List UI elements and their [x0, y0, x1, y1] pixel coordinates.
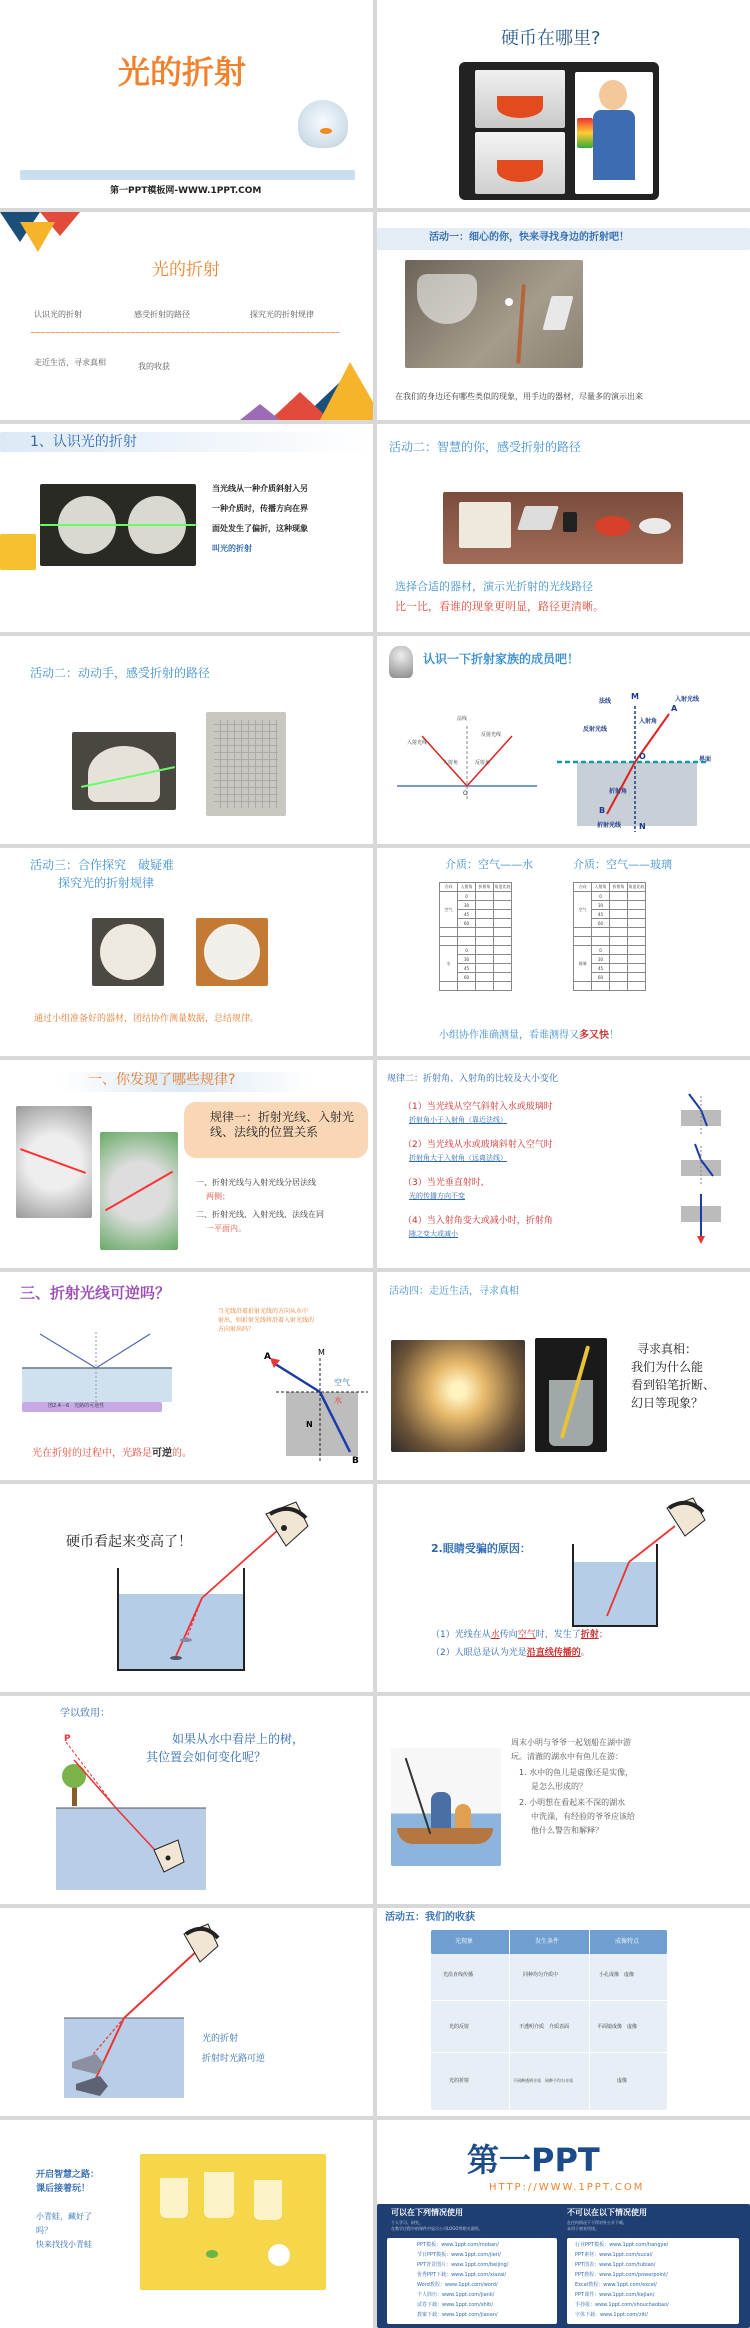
cell: 60	[592, 973, 610, 982]
cell: 60	[458, 919, 476, 928]
note-1: 当光线沿着折射光线的方向从水中	[218, 1308, 309, 1315]
medium-label: 水	[440, 946, 458, 982]
slide-5-heading: 1、认识光的折射	[30, 434, 137, 450]
forbidden-title: 不可以在以下情况使用	[567, 2208, 647, 2217]
link-right-2[interactable]: PPT素材：www.1ppt.com/sucai/	[575, 2252, 653, 2258]
slide-13-summary	[32, 1448, 192, 1461]
label-normal-left: 法线	[457, 716, 468, 722]
story-5: 2. 小明想在看起来不深的湖水	[519, 1798, 626, 1807]
slide-22-credits[interactable]	[377, 2120, 750, 2328]
forbidden-sub-1: 在任何情况下不得对外公开下载。	[567, 2220, 627, 2225]
story-2: 玩。清澈的湖水中有鱼儿在游：	[511, 1752, 623, 1761]
finding-1a: 一、折射光线与入射光线分居法线	[196, 1178, 316, 1187]
cell: 0	[458, 892, 476, 901]
story-3: 1. 水中的鱼儿是虚像还是实像，	[519, 1768, 634, 1777]
label-O: O	[639, 752, 646, 761]
cell: 0	[592, 946, 610, 955]
row2-c2: 不透明介质 介质表面	[519, 2024, 570, 2030]
allowed-title: 可以在下列情况使用	[391, 2208, 463, 2217]
glass-dish	[639, 518, 671, 534]
rule2-3b: 光的传播方向不变	[409, 1192, 465, 1200]
cell: 60	[458, 973, 476, 982]
question-1: 寻求真相：	[637, 1342, 698, 1356]
label-P: P	[64, 1734, 71, 1744]
slide-14-heading: 活动四：走近生活，寻求真相	[389, 1286, 519, 1297]
row-divider-1	[431, 2000, 667, 2001]
story-4: 是怎么形成的？	[531, 1782, 587, 1791]
arrows-icon	[577, 118, 593, 148]
def-line-3: 面处发生了偏折，这种现象	[212, 524, 308, 533]
link-left-2[interactable]: 节日PPT模板：www.1ppt.com/jieri/	[417, 2252, 501, 2258]
label-water: 水	[334, 1396, 342, 1405]
label-incident-ray: 入射光线	[675, 696, 700, 703]
slide-15-coin-higher[interactable]	[0, 1484, 373, 1692]
slide-19-fish[interactable]	[0, 1908, 373, 2116]
col-head: 角度比较	[628, 883, 646, 892]
protractor-disc-2	[204, 924, 260, 980]
slide-12-rule2[interactable]	[377, 1060, 750, 1268]
summary-a: 光在折射的过程中，光路是	[32, 1448, 152, 1459]
slide-10-footer	[439, 1030, 619, 1043]
cup-2	[204, 2172, 234, 2218]
label-ref-angle-left: 反射角	[475, 760, 491, 766]
label-o-left: O	[463, 790, 468, 797]
r1-c: 传向	[499, 1630, 518, 1640]
question-3: 看到铅笔折断、	[631, 1378, 716, 1392]
row2-c3: 平面镜成像 虚像	[597, 2024, 638, 2030]
r1-f: 折射	[580, 1630, 599, 1640]
table-a-heading: 介质：空气——水	[445, 858, 533, 871]
homework-body-1: 小青蛙，藏好了	[36, 2212, 92, 2221]
row3-c1: 光的折射	[449, 2078, 470, 2084]
fish-refraction-diagram	[0, 1908, 373, 2116]
protractor-board	[459, 502, 511, 548]
cup-3	[254, 2180, 282, 2220]
outline-item-4: 走近生活，寻求真相	[34, 358, 106, 367]
homework-head-2: 课后接着玩！	[36, 2184, 91, 2194]
row1-c2: 同种均匀介质中	[523, 1972, 559, 1978]
row2-c1: 光的反射	[449, 2024, 470, 2030]
label-B: B	[599, 806, 606, 815]
row1-c1: 光沿直线传播	[443, 1972, 474, 1978]
col-header-2: 发生条件	[535, 1938, 560, 1945]
slide-9-heading-2: 探究光的折射规律	[58, 876, 155, 890]
slide-12-heading: 规律二：折射角、入射角的比较及大小变化	[387, 1074, 559, 1084]
protractor-disc	[88, 746, 160, 802]
slide-2-coin[interactable]	[377, 0, 750, 208]
label-incident-angle: 入射角	[639, 718, 658, 725]
label-B: B	[352, 1456, 359, 1466]
slide-13-heading: 三、折射光线可逆吗？	[20, 1284, 171, 1302]
reason-1	[431, 1630, 608, 1641]
col-head: 入射角	[458, 883, 476, 892]
finding-2b: 一平面内。	[206, 1224, 246, 1233]
rule2-1b: 折射角小于入射角（靠近法线）	[409, 1116, 507, 1124]
def-line-2: 一种介质时，传播方向在界	[212, 504, 308, 513]
question-2: 我们为什么能	[631, 1360, 704, 1374]
cell: 45	[458, 964, 476, 973]
row3-c2: 不同种透明介质 同种不均匀介质	[513, 2078, 573, 2083]
table-b-heading: 介质：空气——玻璃	[573, 858, 672, 871]
outline-item-5: 我的收获	[138, 362, 170, 371]
summary-c: 的。	[172, 1448, 192, 1459]
forbidden-sub-2: 未用于商业用途。	[567, 2226, 599, 2231]
col-divider-1	[509, 1930, 510, 2110]
link-right-5[interactable]: Excel教程：www.1ppt.com/excel/	[575, 2282, 657, 2288]
footer-emphasis: 多又快	[579, 1030, 609, 1041]
cell: 0	[592, 892, 610, 901]
label-M: M	[631, 692, 639, 701]
protractor-disc-1	[100, 924, 156, 980]
slide-2-heading: 硬币在哪里?	[501, 28, 601, 49]
col-head: 方向	[574, 883, 592, 892]
label-reflect-ray: 反射光线	[583, 726, 608, 733]
label-air: 空气	[334, 1378, 350, 1387]
r1-a: （1）光线在从	[431, 1630, 491, 1640]
link-left-4[interactable]: 优秀PPT下载：www.1ppt.com/xiazai/	[417, 2272, 507, 2278]
rule2-2b: 折射角大于入射角（远离法线）	[409, 1154, 507, 1162]
man-figure	[431, 1792, 451, 1828]
slide-19-line-1: 光的折射	[202, 2034, 239, 2044]
label-A: A	[264, 1352, 271, 1362]
figure-caption: 图2.4－6 光路的可逆性	[48, 1403, 105, 1409]
cell: 60	[592, 919, 610, 928]
finding-1b: 两侧；	[206, 1192, 230, 1201]
col-head: 入射角	[592, 883, 610, 892]
slide-7-handson[interactable]	[0, 636, 373, 844]
cell: 0	[458, 946, 476, 955]
slide-20-summary[interactable]	[377, 1908, 750, 2116]
row-divider-2	[431, 2052, 667, 2053]
story-6: 中洗澡，有经验的爷爷应该给	[531, 1812, 635, 1821]
homework-body-3: 快来找找小青蛙	[36, 2240, 92, 2249]
label-incident-left: 入射光线	[407, 740, 428, 746]
def-line-1: 当光线从一种介质斜射入另	[212, 484, 308, 493]
red-dish	[595, 516, 631, 536]
medium-label: 空气	[574, 892, 592, 928]
rule2-2a: （2）当光线从水或玻璃斜射入空气时	[403, 1140, 553, 1150]
question-4: 幻日等现象？	[631, 1396, 704, 1410]
cup-1	[160, 2178, 188, 2218]
footer-post: ！	[609, 1030, 619, 1041]
coin	[505, 298, 513, 306]
col-divider-2	[589, 1930, 590, 2110]
r1-b: 水	[490, 1630, 500, 1640]
label-M: M	[318, 1348, 325, 1357]
slide-17-q1: 如果从水中看岸上的树，	[172, 1732, 305, 1746]
yellow-corner	[0, 534, 36, 570]
label-N: N	[639, 822, 646, 831]
label-normal: 法线	[599, 698, 612, 705]
slide-17-head: 学以致用：	[60, 1708, 110, 1719]
cell: 30	[592, 955, 610, 964]
slide-5-recognize[interactable]	[0, 424, 373, 632]
r2-c: 。	[580, 1648, 590, 1658]
r1-g: ；	[598, 1630, 608, 1640]
boat	[397, 1828, 493, 1844]
slide-4-activity1[interactable]	[377, 212, 750, 420]
slide-11-rule1[interactable]	[0, 1060, 373, 1268]
cell: 45	[592, 964, 610, 973]
col-head: 折射角	[610, 883, 628, 892]
data-table-glass	[573, 882, 646, 991]
def-line-4: 叫光的折射	[212, 544, 252, 553]
slide-17-q2: 其位置会如何变化呢？	[146, 1750, 267, 1764]
slide-9-heading-1: 活动三：合作探究 破疑难	[30, 858, 175, 872]
col-header-3: 成像特点	[615, 1938, 640, 1945]
bowl-bottom	[497, 160, 543, 182]
boy-figure	[455, 1804, 471, 1828]
note-2: 射出，则折射光线将沿着入射光线的	[218, 1317, 315, 1324]
slide-4-caption: 在我们的身边还有哪些类似的现象，用手边的器材，尽量多的演示出来	[395, 392, 643, 401]
r1-e: 时，发生了	[535, 1630, 581, 1640]
reason-2	[431, 1648, 590, 1659]
col-header-1: 光现象	[455, 1938, 474, 1945]
slide-9-activity3[interactable]	[0, 848, 373, 1056]
slide-6-activity2[interactable]	[377, 424, 750, 632]
r2-a: （2）人眼总是认为光是	[431, 1648, 527, 1658]
slide-16-eye-fooled[interactable]	[377, 1484, 750, 1692]
slide-16-heading: 2.眼睛受骗的原因：	[431, 1542, 531, 1555]
green-beam	[40, 524, 196, 526]
tree-water-diagram	[0, 1696, 373, 1904]
link-right-4[interactable]: PPT教程：www.1ppt.com/powerpoint/	[575, 2272, 668, 2278]
outline-item-2: 感受折射的路径	[134, 310, 190, 319]
cell: 45	[458, 910, 476, 919]
outline-item-1: 认识光的折射	[34, 310, 82, 319]
slide-21-homework[interactable]	[0, 2120, 373, 2328]
frog-icon	[206, 2250, 218, 2258]
slide-6-heading: 活动二：智慧的你，感受折射的路径	[389, 440, 582, 454]
link-right-1[interactable]: 行业PPT模板：www.1ppt.com/hangye/	[575, 2242, 669, 2248]
rule-text-1: 规律一：折射光线、入射光线、法线的位置关系	[210, 1110, 355, 1139]
cell: 30	[592, 901, 610, 910]
slide-3-heading: 光的折射	[152, 260, 220, 280]
man-body	[593, 110, 635, 180]
slide-20-heading: 活动五：我们的收获	[385, 1912, 475, 1923]
outline-item-3: 探究光的折射规律	[250, 310, 314, 319]
link-right-7[interactable]: 手抄报：www.1ppt.com/shouchaobao/	[575, 2302, 669, 2308]
label-reflect-left: 反射光线	[481, 732, 502, 738]
slide-4-heading: 活动一：细心的你，快来寻找身边的折射吧！	[429, 232, 629, 243]
label-refract-angle: 折射角	[609, 788, 628, 795]
rule2-4a: （4）当入射角变大或减小时，折射角	[403, 1216, 553, 1226]
story-1: 周末小明与爷爷一起划船在湖中游	[511, 1738, 631, 1747]
slide-1-footer: 第一PPT模板网-WWW.1PPT.COM	[110, 186, 262, 196]
reflection-refraction-diagram	[377, 636, 750, 844]
slide-9-caption: 通过小组准备好的器材，团结协作测量数据，总结规律。	[34, 1014, 260, 1024]
r1-d: 空气	[517, 1630, 536, 1640]
link-left-1[interactable]: PPT模板：www.1ppt.com/moban/	[417, 2242, 499, 2248]
label-refract-ray: 折射光线	[597, 822, 622, 829]
cell: 45	[592, 910, 610, 919]
eye-coin-diagram	[0, 1484, 373, 1692]
eye-fooled-diagram	[377, 1484, 750, 1692]
slide-1-title[interactable]	[0, 0, 373, 208]
summary-b: 可逆	[152, 1448, 172, 1459]
label-interface: 界面	[699, 756, 712, 763]
col-head: 角度比较	[494, 883, 512, 892]
link-left-8[interactable]: 教案下载：www.1ppt.com/jiaoan/	[417, 2312, 498, 2318]
allowed-sub-1: 个人学习、研究。	[391, 2220, 423, 2225]
medium-label: 玻璃	[574, 946, 592, 982]
link-right-8[interactable]: 字体下载：www.1ppt.com/ziti/	[575, 2312, 648, 2318]
slide-18-boat[interactable]	[377, 1696, 750, 1904]
slide-15-text: 硬币看起来变高了！	[66, 1534, 192, 1550]
title-underline	[20, 170, 355, 180]
sun-dog-photo	[391, 1340, 525, 1452]
row3-c3: 虚像	[617, 2078, 628, 2084]
slide-17-apply[interactable]	[0, 1696, 373, 1904]
bowl-top	[497, 96, 543, 118]
rule2-diagrams	[377, 1060, 750, 1268]
cell: 30	[458, 955, 476, 964]
r2-b: 沿直线传播的	[526, 1648, 581, 1658]
link-left-7[interactable]: 试卷下载：www.1ppt.com/shiti/	[417, 2302, 494, 2308]
slide-8-heading: 认识一下折射家族的成员吧！	[423, 652, 580, 666]
man-head	[599, 80, 627, 110]
grid-lines	[214, 720, 278, 808]
story-7: 他什么警告和解释？	[531, 1826, 603, 1835]
allowed-sub-2: 在教学过程中的课件中显示公司LOGO等相关说明。	[391, 2226, 483, 2231]
laser-pointer	[563, 512, 577, 532]
slide-6-line-1: 选择合适的器材，演示光折射的光线路径	[395, 580, 593, 593]
outline-divider	[30, 332, 340, 333]
link-left-5[interactable]: Word教程：www.1ppt.com/word/	[417, 2282, 498, 2288]
label-N: N	[306, 1420, 313, 1429]
footer-pre: 小组协作准确测量，看谁测得又	[439, 1030, 579, 1041]
slide-11-heading: 一、你发现了哪些规律?	[88, 1072, 236, 1088]
brand-logo: 第一PPT	[467, 2141, 600, 2179]
label-A: A	[671, 704, 678, 713]
slide-8-family[interactable]	[377, 636, 750, 844]
rule2-1a: （1）当光线从空气斜射入水或玻璃时	[403, 1102, 553, 1112]
col-head: 方向	[440, 883, 458, 892]
slide-19-line-2: 折射时光路可逆	[202, 2054, 266, 2064]
label-in-angle-left: 入射角	[443, 760, 459, 766]
goldfish-icon	[320, 128, 332, 134]
fishbowl-image	[298, 100, 348, 148]
link-left-3[interactable]: PPT背景图片：www.1ppt.com/beijing/	[417, 2262, 509, 2268]
brand-url: HTTP://WWW.1PPT.COM	[489, 2182, 645, 2193]
slide-1-heading: 光的折射	[118, 53, 247, 91]
rule2-4b: 随之变大或减小	[409, 1230, 458, 1238]
slide-10-tables[interactable]	[377, 848, 750, 1056]
note-3: 方向射出吗？	[218, 1326, 255, 1333]
rule2-3a: （3）当光垂直射时,	[403, 1178, 484, 1188]
medium-label: 空气	[440, 892, 458, 928]
link-left-6[interactable]: 个人简历：www.1ppt.com/jianli/	[417, 2292, 495, 2298]
paddle	[268, 2244, 290, 2266]
col-head: 折射角	[476, 883, 494, 892]
slide-6-line-2: 比一比，看谁的现象更明显，路径更清晰。	[395, 600, 604, 613]
slide-14-reallife[interactable]	[377, 1272, 750, 1480]
slide-13-reversible[interactable]	[0, 1272, 373, 1480]
homework-body-2: 吗？	[36, 2226, 52, 2235]
data-table-water	[439, 882, 512, 991]
homework-head-1: 开启智慧之路：	[36, 2170, 100, 2180]
finding-2a: 二、折射光线、入射光线、法线在同	[196, 1210, 324, 1219]
row1-c3: 小孔成像 虚像	[599, 1972, 635, 1978]
slide-7-heading: 活动二：动动手，感受折射的路径	[30, 666, 211, 680]
slide-3-outline[interactable]	[0, 212, 373, 420]
link-right-3[interactable]: PPT图表：www.1ppt.com/tubiao/	[575, 2262, 656, 2268]
link-right-6[interactable]: PPT课件：www.1ppt.com/kejian/	[575, 2292, 655, 2298]
cell: 30	[458, 901, 476, 910]
